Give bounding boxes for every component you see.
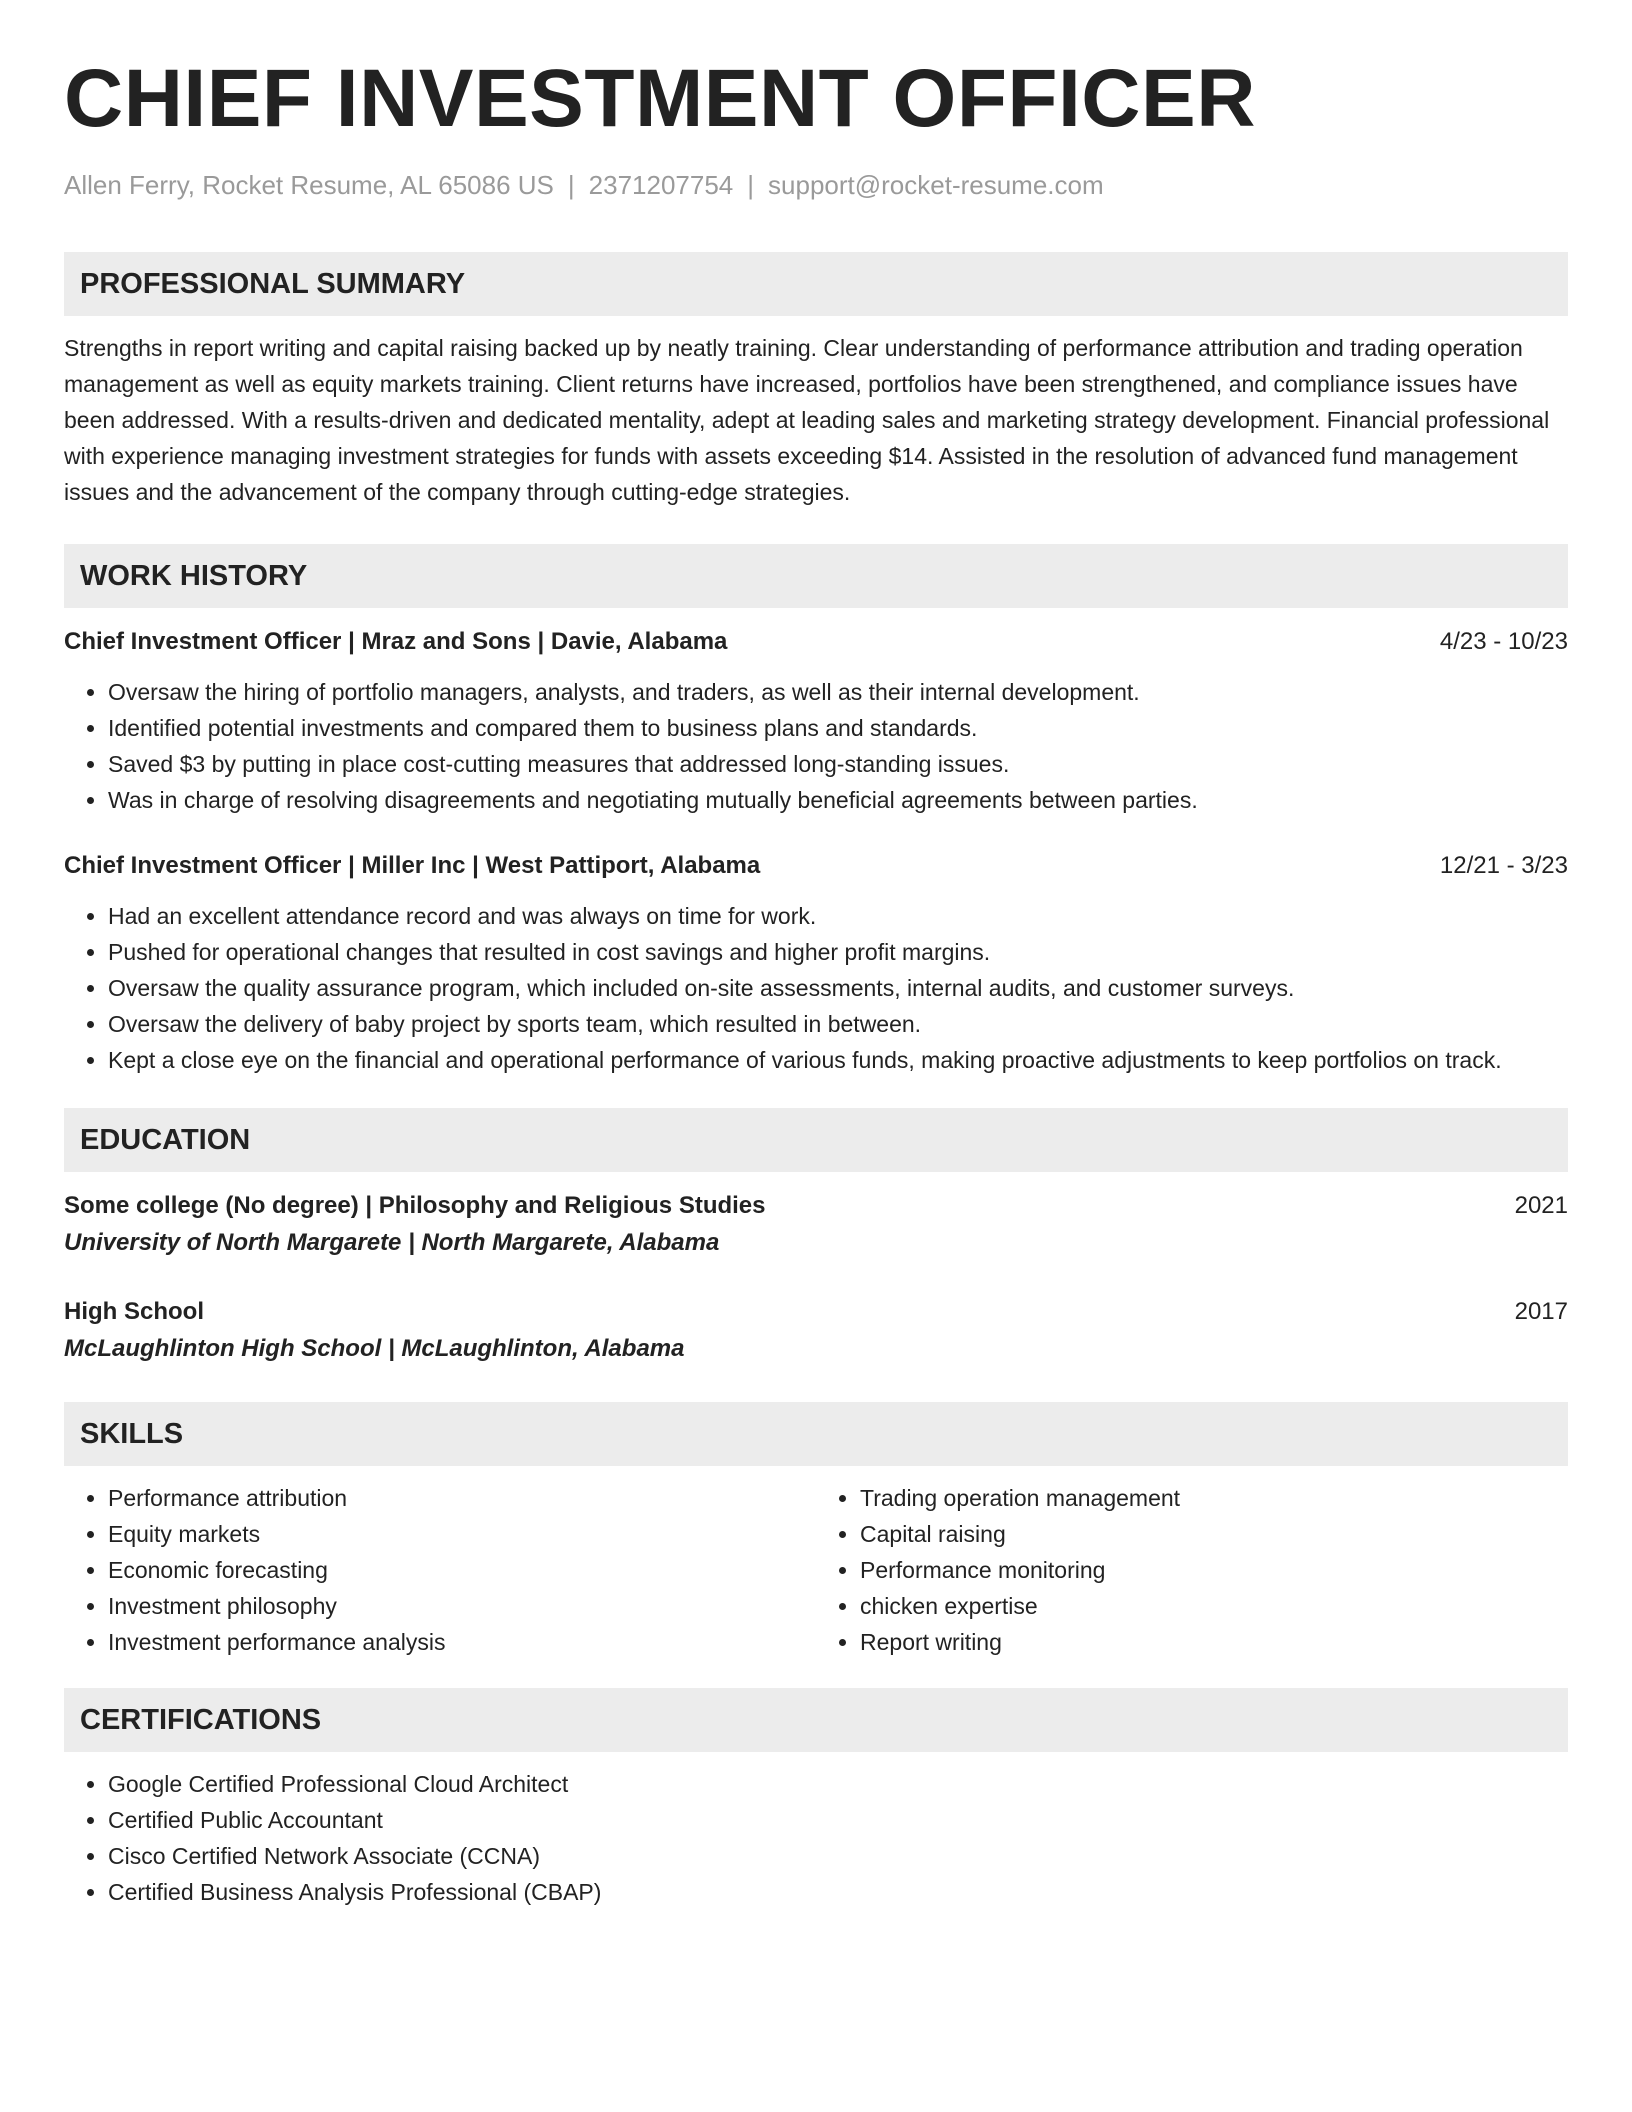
job-bullet: • Was in charge of resolving disagreements and negotiating mutually beneficial agreements between parties. [108,782,1568,818]
contact-separator: | [567,170,575,200]
job-title: Chief Investment Officer | Miller Inc | West Pattiport, Alabama [64,852,761,879]
certification-item: • Google Certified Professional Cloud Architect [108,1766,1568,1802]
skills-list-right [816,1480,1568,1660]
job-bullets [64,674,1568,818]
certifications-list [64,1766,1568,1910]
skill-item: • Capital raising [860,1516,1568,1552]
job-bullet: • Identified potential investments and compared them to business plans and standards. [108,710,1568,746]
skill-item: • Equity markets [108,1516,816,1552]
education-school: University of North Margarete | North Margarete, Alabama [64,1229,720,1256]
certification-item: • Certified Business Analysis Professional (CBAP) [108,1874,1568,1910]
resume-title: CHIEF INVESTMENT OFFICER [64,53,1256,144]
contact-phone: 2371207754 [588,170,734,200]
education-degree: High School [64,1298,204,1325]
education-school: McLaughlinton High School | McLaughlinton, Alabama [64,1335,685,1362]
skill-item: • chicken expertise [860,1588,1568,1624]
education-entry [64,1188,1568,1262]
education-header [64,1294,1568,1330]
section-heading-summary: PROFESSIONAL SUMMARY [64,252,1568,316]
job-bullet: • Oversaw the hiring of portfolio managers, analysts, and traders, as well as their internal development. [108,674,1568,710]
skill-item: • Investment philosophy [108,1588,816,1624]
section-heading-education: EDUCATION [64,1108,1568,1172]
section-heading-work-history: WORK HISTORY [64,544,1568,608]
certification-item: • Certified Public Accountant [108,1802,1568,1838]
job-entry [64,848,1568,1078]
education-degree: Some college (No degree) | Philosophy and Religious Studies [64,1192,766,1219]
job-title: Chief Investment Officer | Mraz and Sons | Davie, Alabama [64,628,728,655]
skills-list-left [64,1480,816,1660]
job-header [64,624,1568,660]
job-bullet: • Oversaw the delivery of baby project by sports team, which resulted in between. [108,1006,1568,1042]
job-bullet: • Saved $3 by putting in place cost-cutting measures that addressed long-standing issues. [108,746,1568,782]
contact-line [64,170,1568,201]
education-entry [64,1294,1568,1368]
job-bullet: • Oversaw the quality assurance program, which included on-site assessments, internal audits, and customer surveys. [108,970,1568,1006]
job-dates: 4/23 - 10/23 [1439,628,1568,655]
job-bullets [64,898,1568,1078]
skills-columns [64,1466,1568,1660]
section-heading-certifications: CERTIFICATIONS [64,1688,1568,1752]
job-header [64,848,1568,884]
contact-email: support@rocket-resume.com [768,170,1104,200]
job-bullet: • Kept a close eye on the financial and operational performance of various funds, making proactive adjustments to keep portfolios on track. [108,1042,1568,1078]
skill-item: • Performance attribution [108,1480,816,1516]
certification-item: • Cisco Certified Network Associate (CCNA) [108,1838,1568,1874]
summary-text: Strengths in report writing and capital raising backed up by neatly training. Clear understanding of performance attribution and trading operation management as well as equity markets training. Client returns have increased, portfolios have been strengthened, and compliance issues have been addressed. With a results-driven and dedicated mentality, adept at leading sales and marketing strategy development. Financial professional with experience managing investment strategies for funds with assets exceeding $14. Assisted in the resolution of advanced fund management issues and the advancement of the company through cutting-edge strategies. [64,335,1550,505]
skill-item: • Investment performance analysis [108,1624,816,1660]
section-heading-skills: SKILLS [64,1402,1568,1466]
skill-item: • Report writing [860,1624,1568,1660]
skill-item: • Trading operation management [860,1480,1568,1516]
contact-separator: | [747,170,755,200]
education-year: 2017 [1514,1298,1568,1325]
job-bullet: • Pushed for operational changes that resulted in cost savings and higher profit margins. [108,934,1568,970]
skill-item: • Economic forecasting [108,1552,816,1588]
job-entry [64,624,1568,818]
job-dates: 12/21 - 3/23 [1439,852,1568,879]
job-bullet: • Had an excellent attendance record and was always on time for work. [108,898,1568,934]
education-header [64,1188,1568,1224]
skill-item: • Performance monitoring [860,1552,1568,1588]
education-year: 2021 [1514,1192,1568,1219]
contact-address: Allen Ferry, Rocket Resume, AL 65086 US [64,170,554,200]
